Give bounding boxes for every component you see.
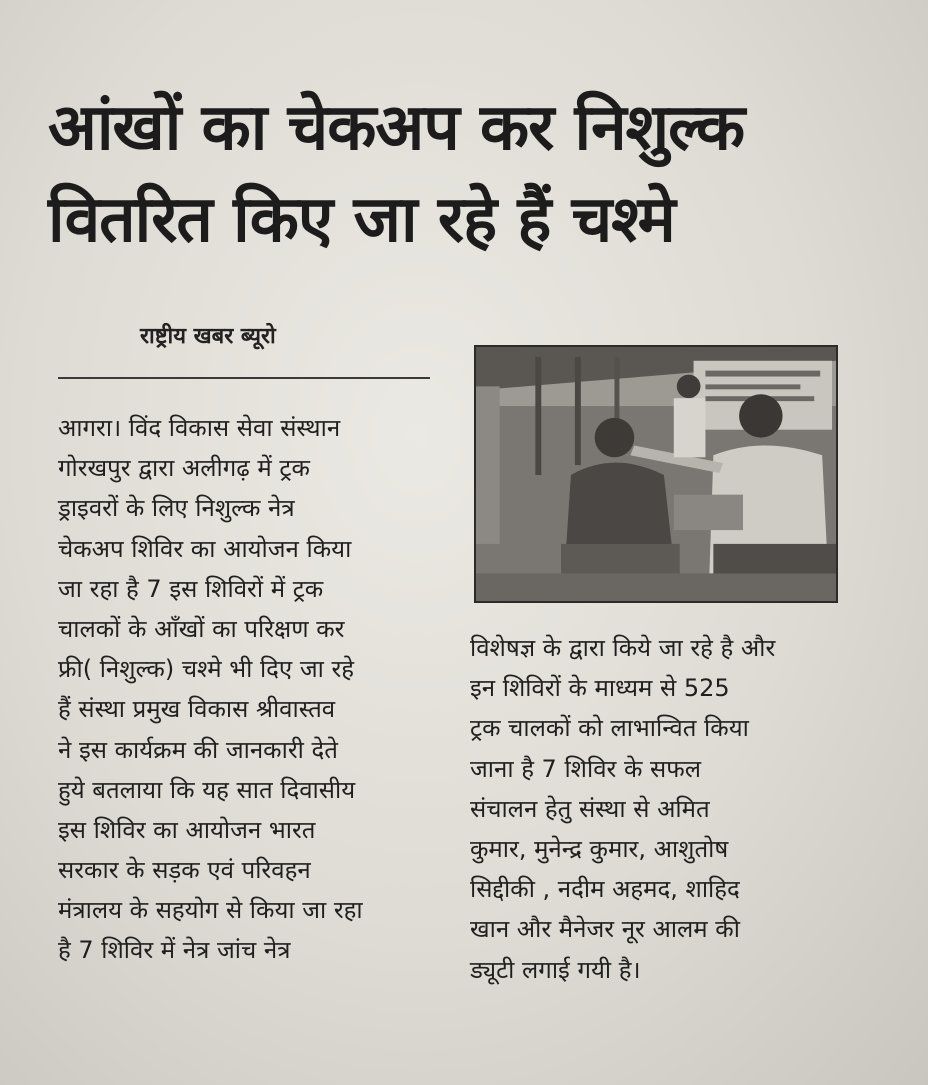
eye-checkup-photo: [474, 345, 838, 603]
headline-line-1: आंखों का चेकअप कर निशुल्क: [48, 91, 745, 165]
body-line: हुये बतलाया कि यह सात दिवासीय: [58, 775, 356, 804]
body-line: कुमार, मुनेन्द्र कुमार, आशुतोष: [470, 834, 729, 863]
body-line: आगरा। विंद विकास सेवा संस्थान: [58, 414, 341, 442]
body-line: सिद्दीकी , नदीम अहमद, शाहिद: [470, 875, 740, 904]
article-column-left: [58, 408, 438, 971]
body-line: हैं संस्था प्रमुख विकास श्रीवास्तव: [58, 695, 336, 724]
body-line: सरकार के सड़क एवं परिवहन: [58, 856, 311, 885]
body-line: है 7 शिविर में नेत्र जांच नेत्र: [58, 936, 291, 965]
headline-line-2: वितरित किए जा रहे हैं चश्मे: [48, 183, 675, 257]
body-line: जा रहा है 7 इस शिविरों में ट्रक: [58, 574, 324, 603]
body-line: ड्यूटी लगाई गयी है।: [470, 955, 641, 984]
body-line: ड्राइवरों के लिए निशुल्क नेत्र: [58, 494, 295, 523]
body-line: फ्री( निशुल्क) चश्मे भी दिए जा रहे: [58, 655, 355, 684]
body-line: चालकों के आँखों का परिक्षण कर: [58, 614, 345, 643]
byline: राष्ट्रीय खबर ब्यूरो: [140, 324, 276, 349]
body-line: इन शिविरों के माध्यम से 525: [470, 674, 730, 703]
body-line: इस शिविर का आयोजन भारत: [58, 815, 316, 844]
photo-illustration: [476, 347, 836, 601]
body-line: चेकअप शिविर का आयोजन किया: [58, 534, 352, 563]
body-line: खान और मैनेजर नूर आलम की: [470, 915, 740, 944]
body-line: विशेषज्ञ के द्वारा किये जा रहे है और: [470, 634, 776, 662]
headline: [48, 82, 888, 266]
body-line: गोरखपुर द्वारा अलीगढ़ में ट्रक: [58, 454, 310, 483]
body-line: संचालन हेतु संस्था से अमित: [470, 794, 710, 823]
article-column-right: [470, 628, 842, 990]
body-line: ने इस कार्यक्रम की जानकारी देते: [58, 735, 338, 764]
byline-divider: [58, 377, 430, 379]
body-line: मंत्रालय के सहयोग से किया जा रहा: [58, 896, 363, 925]
body-line: जाना है 7 शिविर के सफल: [470, 754, 702, 783]
body-line: ट्रक चालकों को लाभान्वित किया: [470, 714, 749, 743]
